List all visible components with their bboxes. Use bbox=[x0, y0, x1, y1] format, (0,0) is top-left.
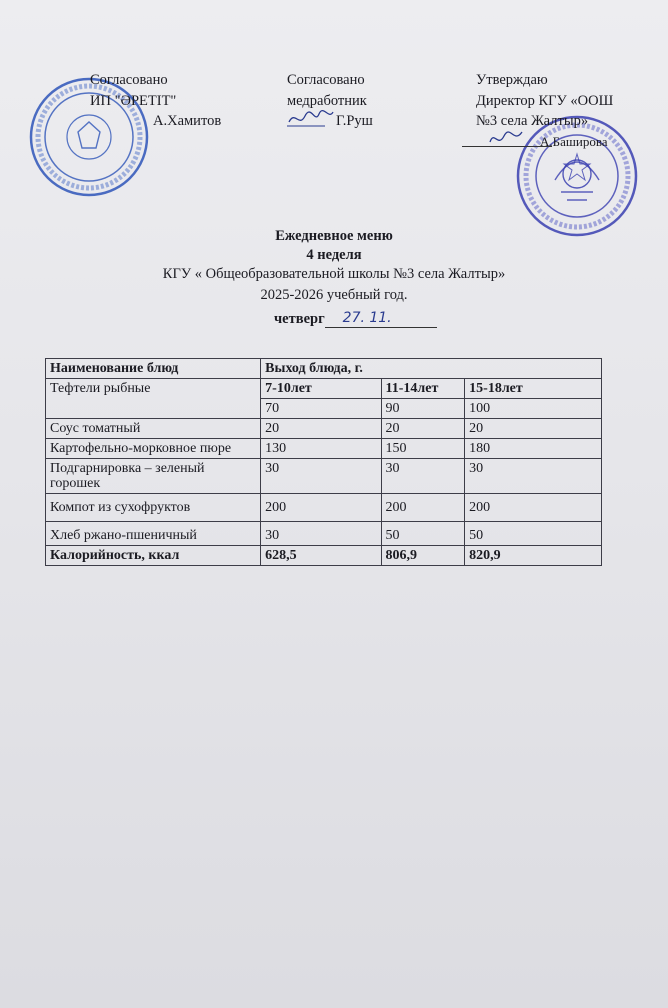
approval-right-org: Директор КГУ «ООШ bbox=[476, 93, 614, 109]
school-name: КГУ « Общеобразовательной школы №3 села Жалтыр» bbox=[162, 266, 506, 282]
portion-value: 20 bbox=[465, 419, 602, 439]
table-row bbox=[46, 522, 602, 546]
approval-right-org-line2: №3 села Жалтыр» bbox=[476, 113, 589, 129]
dish-name: Хлеб ржано-пшеничный bbox=[46, 522, 261, 546]
date-underline bbox=[325, 310, 437, 328]
approval-right-name: А.Баширова bbox=[540, 134, 608, 149]
portion-value: 180 bbox=[465, 439, 602, 459]
table-row bbox=[46, 494, 602, 522]
menu-table bbox=[45, 358, 602, 566]
signature-right bbox=[486, 128, 526, 150]
total-value: 820,9 bbox=[465, 546, 602, 566]
portion-value: 130 bbox=[261, 439, 381, 459]
approval-left-label: Согласовано bbox=[90, 72, 168, 88]
total-value: 806,9 bbox=[381, 546, 465, 566]
signature-middle bbox=[285, 106, 335, 130]
approval-middle-label: Согласовано bbox=[287, 72, 365, 88]
day-line bbox=[274, 311, 437, 328]
portion-value: 30 bbox=[261, 459, 381, 494]
approval-right-label: Утверждаю bbox=[476, 72, 548, 88]
table-row bbox=[46, 439, 602, 459]
dish-name: Тефтели рыбные bbox=[46, 379, 261, 419]
age-group-header: 15-18лет bbox=[465, 379, 602, 399]
day-label: четверг bbox=[274, 311, 325, 327]
portion-value: 200 bbox=[465, 494, 602, 522]
portion-value: 30 bbox=[381, 459, 465, 494]
header-output: Выход блюда, г. bbox=[261, 359, 602, 379]
week-label: 4 неделя bbox=[306, 247, 362, 263]
portion-value: 50 bbox=[381, 522, 465, 546]
approval-left-name: А.Хамитов bbox=[153, 113, 222, 129]
handwritten-date: 27. 11. bbox=[342, 310, 392, 326]
portion-value: 100 bbox=[465, 399, 602, 419]
portion-value: 70 bbox=[261, 399, 381, 419]
portion-value: 20 bbox=[261, 419, 381, 439]
table-row bbox=[46, 419, 602, 439]
approval-middle-org: медработник bbox=[287, 93, 367, 109]
total-label: Калорийность, ккал bbox=[46, 546, 261, 566]
dish-name: Компот из сухофруктов bbox=[46, 494, 261, 522]
approval-left-org: ИП "ӘРЕТІТ" bbox=[90, 93, 177, 109]
portion-value: 30 bbox=[261, 522, 381, 546]
age-group-header: 7-10лет bbox=[261, 379, 381, 399]
age-group-header: 11-14лет bbox=[381, 379, 465, 399]
table-total-row bbox=[46, 546, 602, 566]
school-year: 2025-2026 учебный год. bbox=[260, 287, 408, 303]
table-row bbox=[46, 379, 602, 399]
portion-value: 30 bbox=[465, 459, 602, 494]
dish-name: Подгарнировка – зеленый горошек bbox=[46, 459, 261, 494]
portion-value: 150 bbox=[381, 439, 465, 459]
portion-value: 200 bbox=[381, 494, 465, 522]
portion-value: 90 bbox=[381, 399, 465, 419]
total-value: 628,5 bbox=[261, 546, 381, 566]
approval-middle-name: Г.Руш bbox=[336, 113, 373, 129]
table-row bbox=[46, 459, 602, 494]
header-dish-name: Наименование блюд bbox=[46, 359, 261, 379]
portion-value: 200 bbox=[261, 494, 381, 522]
dish-name: Картофельно-морковное пюре bbox=[46, 439, 261, 459]
dish-name: Соус томатный bbox=[46, 419, 261, 439]
table-header-row bbox=[46, 359, 602, 379]
portion-value: 50 bbox=[465, 522, 602, 546]
portion-value: 20 bbox=[381, 419, 465, 439]
menu-title: Ежедневное меню bbox=[275, 228, 393, 244]
